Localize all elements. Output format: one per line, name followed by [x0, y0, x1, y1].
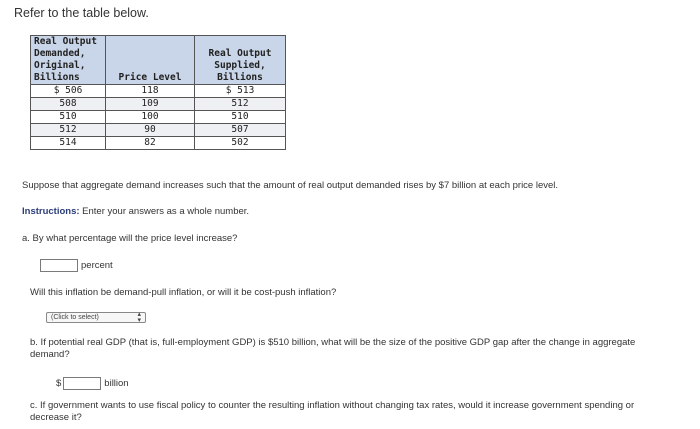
column-header: Real Output Demanded, Original, Billions: [31, 36, 106, 85]
inflation-type-select[interactable]: [46, 312, 146, 323]
answer-a-row: [40, 259, 113, 272]
table-row: [31, 111, 286, 124]
data-table: [30, 35, 286, 150]
table-cell: 508: [31, 98, 106, 111]
answer-b-prefix: $: [56, 378, 62, 389]
intro-text: Refer to the table below.: [14, 6, 149, 20]
column-header: Real Output Supplied, Billions: [195, 36, 286, 85]
question-prompt: Suppose that aggregate demand increases such that the amount of real output demanded rises by $7 billion at each price level.: [22, 180, 559, 191]
table-row: [31, 124, 286, 137]
table-cell: 109: [106, 98, 195, 111]
table-row: [31, 137, 286, 150]
table-cell: 100: [106, 111, 195, 124]
answer-b-row: [56, 377, 129, 390]
select-value: (Click to select): [51, 314, 99, 321]
question-b: b. If potential real GDP (that is, full-employment GDP) is $510 billion, what will be the size of the positive GDP gap after the change in aggregate demand?: [30, 337, 636, 360]
table-cell: 90: [106, 124, 195, 137]
updown-arrow-icon: ▴ ▾: [137, 310, 141, 324]
answer-a-input[interactable]: [40, 259, 78, 272]
table-cell: 82: [106, 137, 195, 150]
question-c: c. If government wants to use fiscal policy to counter the resulting inflation without changing tax rates, would it increase government spending or decrease it?: [30, 400, 635, 423]
column-header: Price Level: [106, 36, 195, 85]
table-cell: 512: [195, 98, 286, 111]
answer-a-unit: percent: [81, 260, 113, 271]
table-cell: 512: [31, 124, 106, 137]
answer-b-unit: billion: [104, 378, 129, 389]
table-header-row: [31, 36, 286, 85]
instructions-text: Enter your answers as a whole number.: [82, 206, 250, 217]
instructions-label: Instructions:: [22, 206, 80, 217]
table-cell: 507: [195, 124, 286, 137]
table-cell: 514: [31, 137, 106, 150]
table-cell: $ 513: [195, 85, 286, 98]
question-a: a. By what percentage will the price level increase?: [22, 233, 238, 244]
table-cell: 510: [195, 111, 286, 124]
answer-b-input[interactable]: [63, 377, 101, 390]
table-cell: 510: [31, 111, 106, 124]
table-row: [31, 98, 286, 111]
table-cell: $ 506: [31, 85, 106, 98]
table-row: [31, 85, 286, 98]
table-cell: 118: [106, 85, 195, 98]
instructions: [22, 206, 249, 217]
question-a2: Will this inflation be demand-pull inflation, or will it be cost-push inflation?: [30, 287, 337, 298]
table-cell: 502: [195, 137, 286, 150]
